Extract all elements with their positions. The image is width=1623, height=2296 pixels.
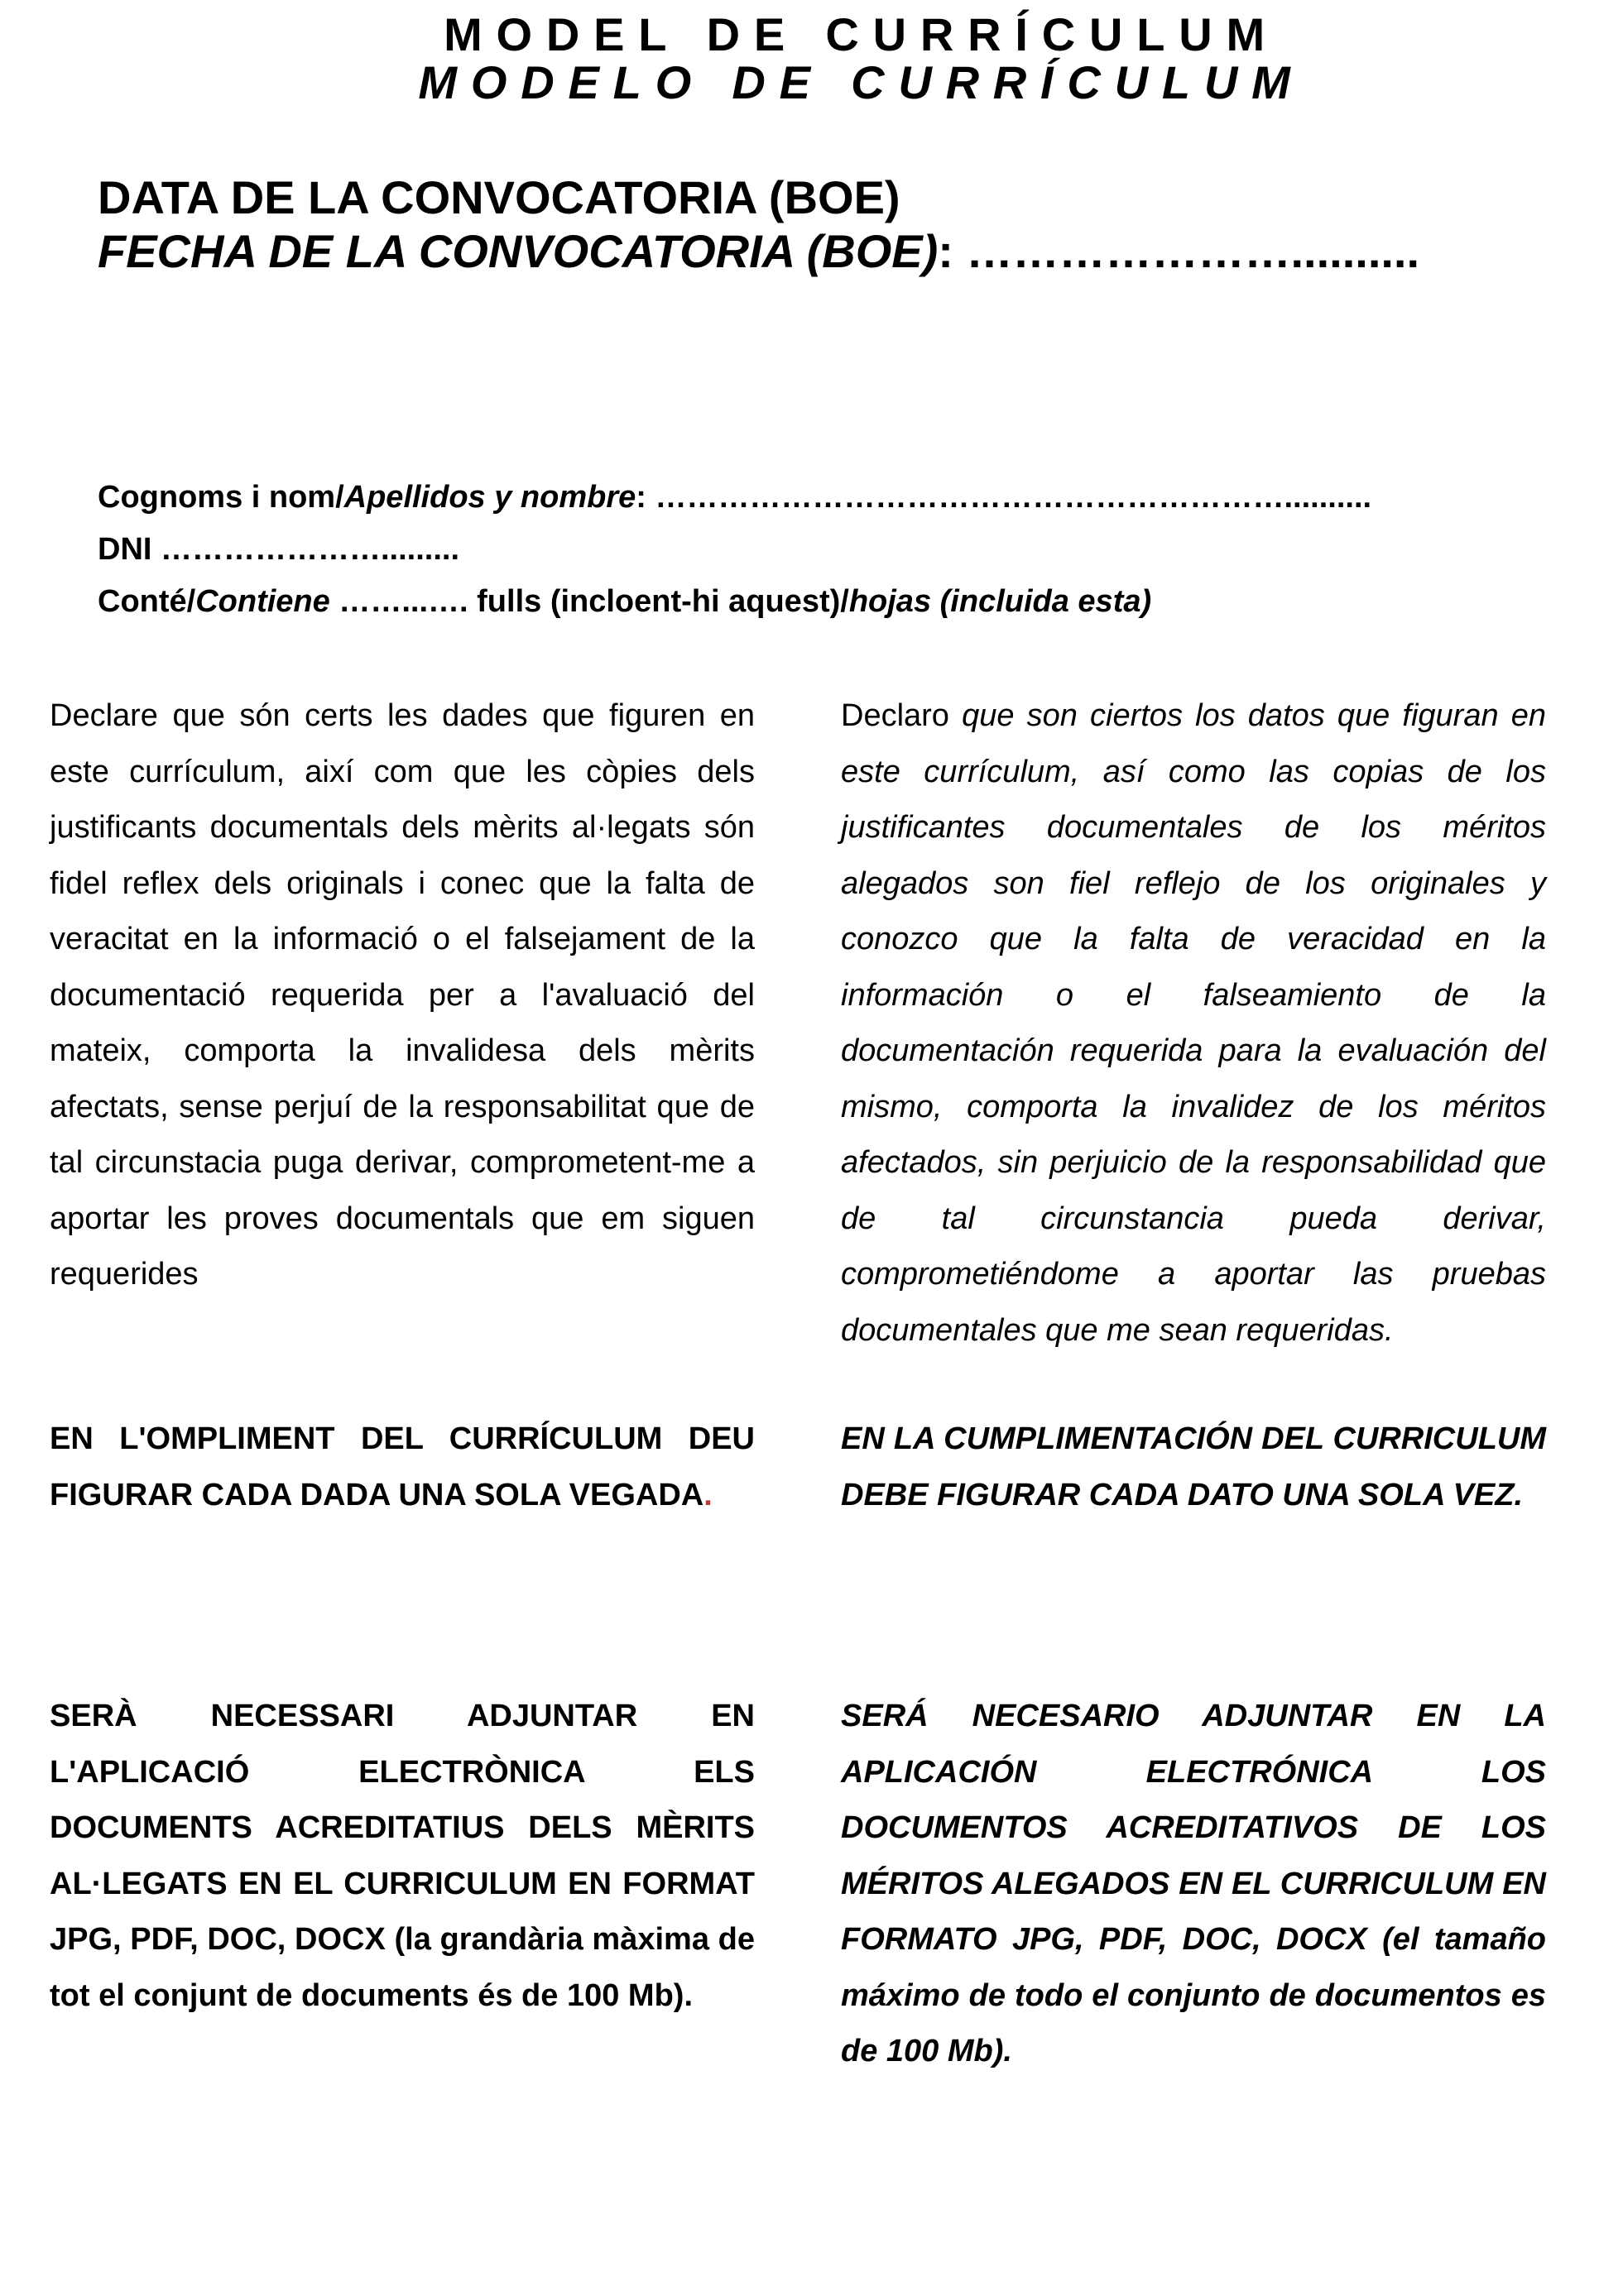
- convocation-date-line-spanish: [98, 223, 1419, 280]
- name-label-spanish: Apellidos y nombre: [343, 480, 636, 515]
- fill-notice-catalan-period: .: [703, 1477, 713, 1512]
- fill-notice-catalan-paragraph: [50, 1412, 755, 1523]
- sheets-count-field[interactable]: ……...….: [329, 584, 478, 619]
- convocation-date-label-spanish: FECHA DE LA CONVOCATORIA (BOE): [98, 225, 939, 277]
- dni-field[interactable]: ………………….........: [161, 532, 460, 567]
- dni-label: DNI: [98, 532, 161, 567]
- name-field-line: [98, 477, 1371, 518]
- sheets-field-line: [98, 581, 1151, 622]
- title-catalan: MODEL DE CURRÍCULUM: [444, 8, 1279, 60]
- declaration-spanish: [841, 688, 1546, 1359]
- declaration-catalan: [50, 688, 755, 1303]
- convocation-date-separator: :: [938, 225, 953, 277]
- attach-notice-spanish: [841, 1689, 1546, 2080]
- fill-notice-spanish-text: EN LA CUMPLIMENTACIÓN DEL CURRICULUM DEBE FIGURAR CADA DATO UNA SOLA VEZ.: [841, 1421, 1546, 1512]
- attach-notice-catalan: [50, 1689, 755, 2024]
- declaration-catalan-text: Declare que són certs les dades que figuren en este currículum, així com que les còpies dels justificants documentals dels mèrits al·legats són fidel reflex dels originals i conec que la falta de veracitat en la informació o el falsejament de la documentació requerida per a l'avaluació del mateix, comporta la invalidesa dels mèrits afectats, sense perjuí de la responsabilitat que de tal circunstacia puga derivar, comprometent-me a aportar les proves documentals que em siguen requerides: [50, 698, 755, 1292]
- name-label-catalan: Cognoms i nom/: [98, 480, 344, 515]
- declaration-spanish-text: que son ciertos los datos que figuran en este currículum, así como las copias de los justificantes documentales de los méritos alegados son fiel reflejo de los originales y conozco que la falta de veracidad en la información o el falseamiento de la documentación requerida para la evaluación del mismo, comporta la invalidez de los méritos afectados, sin perjuicio de la responsabilidad que de tal circunstancia pueda derivar, comprometiéndome a aportar las pruebas documentales que me sean requeridas.: [841, 698, 1546, 1348]
- convocation-date-label-catalan: DATA DE LA CONVOCATORIA (BOE): [98, 171, 900, 223]
- attach-notice-spanish-text: SERÁ NECESARIO ADJUNTAR EN LA APLICACIÓN ELECTRÓNICA LOS DOCUMENTOS ACREDITATIVOS DE LOS MÉRITOS ALEGADOS EN EL CURRICULUM EN FORMATO JPG, PDF, DOC, DOCX (el tamaño máximo de todo el conjunto de documentos es de 100 Mb).: [841, 1699, 1546, 2068]
- sheets-label-spanish: Contiene: [195, 584, 330, 619]
- name-field[interactable]: : ……………………………………………………..........: [636, 480, 1372, 515]
- fill-notice-catalan: [50, 1412, 755, 1523]
- sheets-suffix-spanish: hojas (incluida esta): [848, 584, 1152, 619]
- title-spanish: MODELO DE CURRÍCULUM: [418, 56, 1304, 108]
- declaration-spanish-first-word: Declaro: [841, 698, 949, 733]
- declaration-spanish-paragraph: [841, 688, 1546, 1359]
- fill-notice-catalan-text: EN L'OMPLIMENT DEL CURRÍCULUM DEU FIGURAR CADA DADA UNA SOLA VEGADA: [50, 1421, 755, 1512]
- sheets-suffix-catalan: fulls (incloent-hi aquest)/: [477, 584, 849, 619]
- fill-notice-spanish: [841, 1412, 1546, 1523]
- convocation-date-field[interactable]: …………………..........: [953, 225, 1420, 277]
- dni-field-line: [98, 529, 459, 570]
- sheets-label-catalan: Conté/: [98, 584, 196, 619]
- attach-notice-catalan-text: SERÀ NECESSARI ADJUNTAR EN L'APLICACIÓ ELECTRÒNICA ELS DOCUMENTS ACREDITATIUS DELS MÈRITS AL·LEGATS EN EL CURRICULUM EN FORMAT JPG, PDF, DOC, DOCX (la grandària màxima de tot el conjunt de documents és de 100 Mb).: [50, 1699, 755, 2013]
